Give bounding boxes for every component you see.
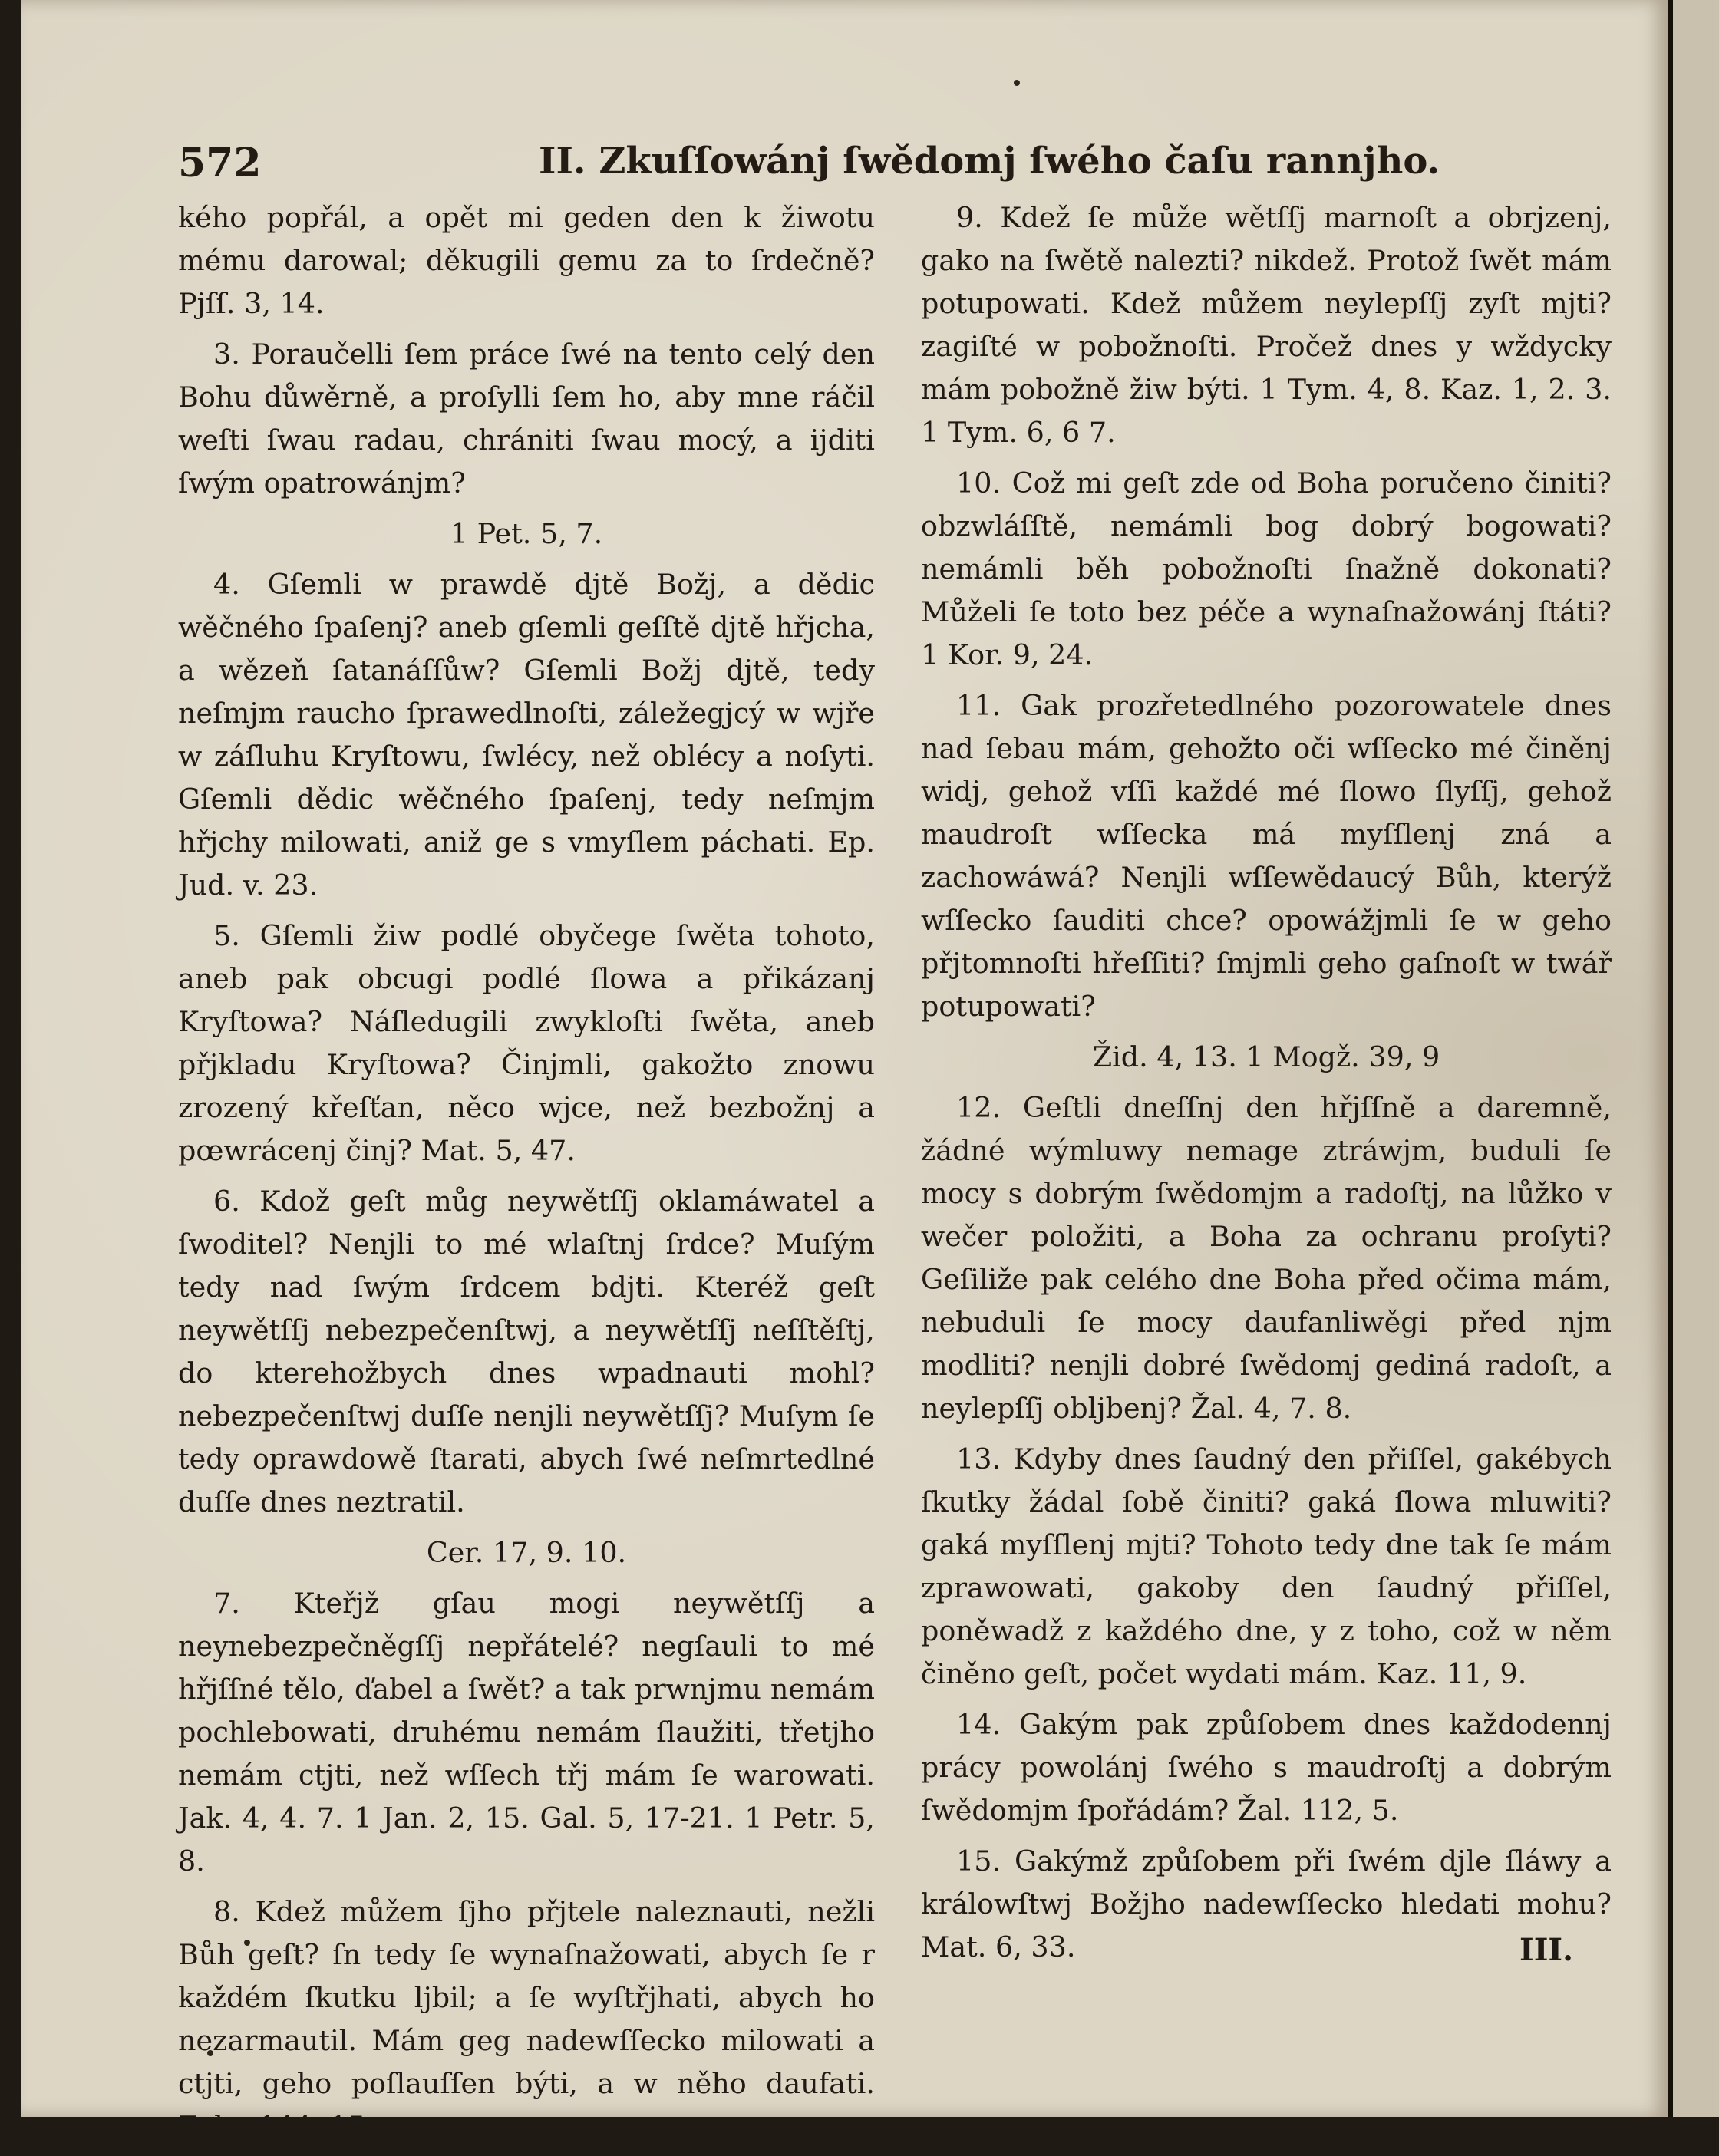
paragraph-14: 14. Gakým pak způſobem dnes každodennj prácy powolánj ſwého s maudroſtj a dobrým ſwědomjm ſpořádám? Žal. 112, 5. [921, 1708, 1612, 1827]
paragraph-3: 3. Poraučelli ſem práce ſwé na tento celý den Bohu důwěrně, a proſylli ſem ho, aby mne ráčil weſti ſwau radau, chrániti ſwau mocý, a ijditi ſwým opatrowánjm? [178, 338, 875, 499]
paragraph-4: 4. Gſemli w prawdě djtě Božj, a dědic wěčného ſpaſenj? aneb gſemli geſſtě djtě hřjcha, a wězeň ſatanáſſůw? Gſemli Božj djtě, tedy neſmjm raucho ſprawedlnoſti, záležegjcý w wjře w záſluhu Kryſtowu, ſwlécy, než oblécy a noſyti. Gſemli dědic wěčného ſpaſenj, tedy neſmjm hřjchy milowati, aniž ge s vmyſlem páchati. Ep. Jud. v. 23. [178, 568, 875, 902]
right-column [921, 196, 1612, 1976]
catchword: III. [1519, 1932, 1574, 1968]
paragraph-8: 8. Kdež můžem ſjho přjtele naleznauti, nežli Bůh geſt? ſn tedy ſe wynaſnažowati, abych ſe r každém ſkutku ljbil; a ſe wyſtřjhati, abych ho nezarmautil. Mám geg nadewſſecko milowati a ctjti, geho poſlauſſen býti, a w něho daufati. Zalm 144, 15. [178, 1895, 875, 2143]
page-number: 572 [178, 140, 262, 186]
adjacent-page-edge [1668, 0, 1719, 2117]
paragraph-2-end: kého popřál, a opět mi geden den k žiwotu mému darowal; děkugili gemu za to ſrdečně? Pjſſ. 3, 14. [178, 201, 875, 320]
scripture-reference: 1 Pet. 5, 7. [450, 517, 603, 550]
paragraph-12: 12. Geſtli dneſſnj den hřjſſně a daremně, žádné wýmluwy nemage ztráwjm, buduli ſe mocy s dobrým ſwědomjm a radoſtj, na lůžko v wečer položiti, a Boha za ochranu proſyti? Geſiliže pak celého dne Boha před očima mám, nebuduli ſe mocy daufanliwěgi před njm modliti? nenjli dobré ſwědomj gediná radoſt, a neylepſſj obljbenj? Žal. 4, 7. 8. [921, 1091, 1612, 1425]
paragraph-15: 15. Gakýmž způſobem při ſwém djle ſláwy a králowſtwj Božjho nadewſſecko hledati mohu? Mat. 6, 33. [921, 1844, 1612, 1963]
paragraph-9: 9. Kdež ſe může wětſſj marnoſt a obrjzenj, gako na ſwětě nalezti? nikdež. Protož ſwět mám potupowati. Kdež můžem neylepſſj zyſt mjti? zagiſté w pobožnoſti. Pročež dnes y wždycky mám pobožně žiw býti. 1 Tym. 4, 8. Kaz. 1, 2. 3. 1 Tym. 6, 6 7. [921, 201, 1612, 449]
left-column [178, 196, 875, 2156]
ink-dot-top [1014, 80, 1020, 86]
paragraph-7: 7. Kteřjž gſau mogi neywětſſj a neynebezpečněgſſj nepřátelé? negſauli to mé hřjſſné tělo, ďabel a ſwět? a tak prwnjmu nemám pochlebowati, druhému nemám ſlaužiti, třetjho nemám ctjti, než wſſech třj mám ſe warowati. Jak. 4, 4. 7. 1 Jan. 2, 15. Gal. 5, 17-21. 1 Petr. 5, 8. [178, 1587, 875, 1877]
paragraph-13: 13. Kdyby dnes ſaudný den přiſſel, gakébych ſkutky žádal ſobě činiti? gaká ſlowa mluwiti? gaká myſſlenj mjti? Tohoto tedy dne tak ſe mám zprawowati, gakoby den ſaudný přiſſel, poněwadž z každého dne, y z toho, což w něm činěno geſt, počet wydati mám. Kaz. 11, 9. [921, 1442, 1612, 1690]
scripture-reference: Cer. 17, 9. 10. [426, 1536, 627, 1569]
paragraph-10: 10. Což mi geſt zde od Boha poručeno činiti? obzwláſſtě, nemámli bog dobrý bogowati? nemámli běh pobožnoſti ſnažně dokonati? Můželi ſe toto bez péče a wynaſnažowánj ſtáti? 1 Kor. 9, 24. [921, 466, 1612, 671]
page-header [178, 132, 1440, 193]
paragraph-5: 5. Gſemli žiw podlé obyčege ſwěta tohoto, aneb pak obcugi podlé ſlowa a přikázanj Kryſtowa? Náſledugili zwykloſti ſwěta, aneb přjkladu Kryſtowa? Činjmli, gakožto znowu zrozený křeſťan, něco wjce, než bezbožnj a pœwrácenj činj? Mat. 5, 47. [178, 919, 875, 1167]
running-title: II. Zkuſſowánj ſwědomj ſwého čaſu rannjho. [539, 140, 1440, 183]
paragraph-11: 11. Gak prozřetedlného pozorowatele dnes nad ſebau mám, gehožto oči wſſecko mé činěnj widj, gehož vſſi každé mé ſlowo ſlyſſj, gehož maudroſt wſſecka má myſſlenj zná a zachowáwá? Nenjli wſſewědaucý Bůh, kterýž wſſecko ſauditi chce? opowážjmli ſe w geho přjtomnoſti hřeſſiti? ſmjmli geho gaſnoſt w twář potupowati? [921, 689, 1612, 1023]
paragraph-6: 6. Kdož geſt můg neywětſſj oklamáwatel a ſwoditel? Nenjli to mé wlaſtnj ſrdce? Muſým tedy nad ſwým ſrdcem bdjti. Kteréž geſt neywětſſj nebezpečenſtwj, a neywětſſj neſſtěſtj, do kterehožbych dnes wpadnauti mohl? nebezpečenſtwj duſſe nenjli neywětſſj? Muſym ſe tedy oprawdowě ſtarati, abych ſwé neſmrtedlné duſſe dnes neztratil. [178, 1185, 875, 1518]
scripture-reference: Žid. 4, 13. 1 Mogž. 39, 9 [1092, 1040, 1440, 1073]
